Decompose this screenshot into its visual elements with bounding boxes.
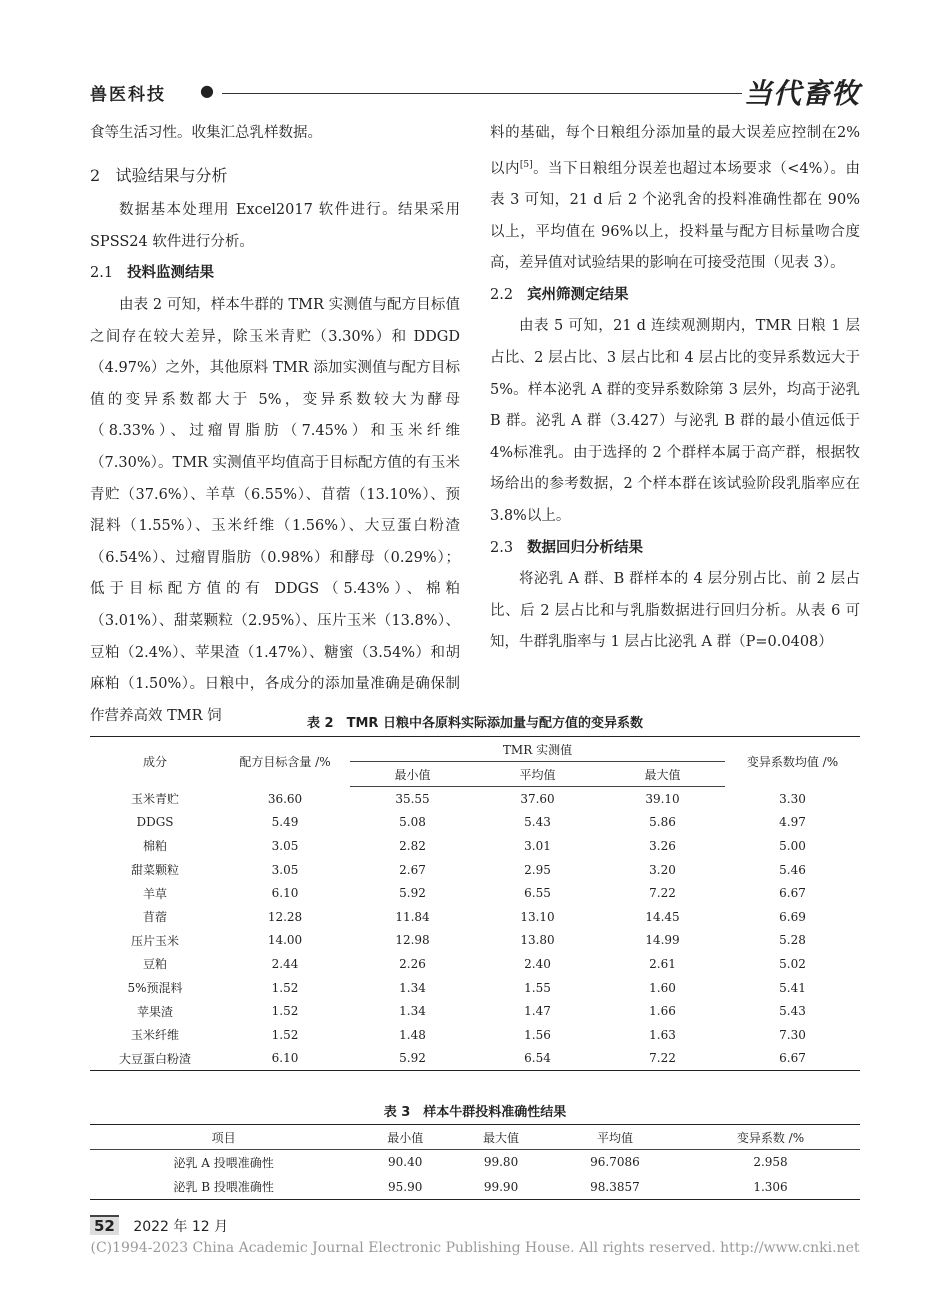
table-cell: 6.69 [779, 909, 806, 924]
table-cell: 6.67 [779, 886, 806, 901]
table-cell: 3.20 [649, 862, 676, 877]
table-cell: 1.34 [399, 980, 426, 995]
table-cell: 1.306 [753, 1179, 788, 1194]
table-cell: 5.41 [779, 980, 806, 995]
table-cell: 5.08 [399, 815, 426, 830]
table-cell: 5.02 [779, 956, 806, 971]
table-cell: 苜蓿 [142, 910, 167, 925]
table-cell: 98.3857 [590, 1179, 640, 1194]
table-cell: 3.05 [271, 838, 299, 853]
table-cell: 泌乳 B 投喂准确性 [173, 1180, 274, 1195]
table-cell: 14.00 [267, 933, 303, 948]
page-footer [90, 1215, 228, 1236]
table-cell: DDGS [136, 815, 174, 830]
table-cell: 5.43 [524, 815, 551, 830]
table-cell: 3.30 [779, 791, 806, 806]
table-cell: 玉米纤维 [130, 1028, 179, 1043]
subsection-title: 宾州筛测定结果 [527, 286, 629, 303]
table-row [90, 1150, 860, 1175]
table-cell: 2.82 [399, 838, 426, 853]
subsection-title: 投料监测结果 [127, 265, 215, 282]
table-cell: 36.60 [267, 791, 303, 806]
subsection-number: 2.2 [490, 286, 514, 303]
table-cell: 5.49 [271, 815, 299, 830]
table-cell: 1.34 [399, 1004, 426, 1019]
table-cell: 7.22 [649, 1051, 676, 1066]
col-header: 平均值 [549, 1125, 681, 1150]
table-cell: 5.46 [779, 862, 806, 877]
table-cell: 96.7086 [590, 1155, 640, 1170]
table-cell: 6.55 [524, 886, 551, 901]
subsection-number: 2.1 [90, 265, 114, 282]
table3-caption: 表 3 样本牛群投料准确性结果 [383, 1105, 567, 1120]
table-row [90, 999, 860, 1023]
table-row [90, 834, 860, 858]
table-cell: 苹果渣 [136, 1004, 173, 1019]
table-cell: 泌乳 A 投喂准确性 [173, 1155, 274, 1170]
table-cell: 5.86 [649, 815, 676, 830]
table-cell: 2.958 [753, 1155, 788, 1170]
table-cell: 1.47 [524, 1004, 551, 1019]
table-cell: 5.92 [399, 1051, 426, 1066]
table-cell: 1.66 [649, 1004, 676, 1019]
section-number: 2 [90, 165, 101, 185]
subsection-title: 数据回归分析结果 [527, 539, 644, 556]
table-cell: 3.26 [649, 838, 676, 853]
table-cell: 12.28 [267, 909, 303, 924]
table-cell: 12.98 [395, 933, 430, 948]
table-row [90, 929, 860, 953]
table-cell: 6.54 [524, 1051, 551, 1066]
table-cell: 大豆蛋白粉渣 [118, 1051, 191, 1066]
table-cell: 3.01 [524, 838, 551, 853]
table-cell: 2.44 [271, 956, 299, 971]
col-header-group: TMR 实测值 [502, 742, 573, 757]
table-cell: 6.67 [779, 1051, 806, 1066]
table-cell: 5.00 [779, 838, 806, 853]
header-rule [222, 93, 742, 94]
table-cell: 豆粕 [142, 957, 167, 972]
table-cell: 99.80 [483, 1155, 519, 1170]
paragraph: 数据基本处理用 Excel2017 软件进行。结果采用 SPSS24 软件进行分析。 [90, 202, 460, 250]
table-cell: 4.97 [779, 815, 806, 830]
table-cell: 5.43 [779, 1004, 806, 1019]
copyright-notice: (C)1994-2023 China Academic Journal Electronic Publishing House. All rights reserved. http://www.cnki.net [90, 1240, 860, 1256]
col-header: 最大值 [453, 1125, 549, 1150]
table-cell: 2.40 [524, 956, 551, 971]
table-cell: 13.80 [520, 933, 555, 948]
journal-logo: 当代畜牧 [743, 77, 860, 110]
table-row [90, 881, 860, 905]
table-cell: 2.26 [399, 956, 426, 971]
paragraph [490, 118, 860, 280]
table-cell: 玉米青贮 [130, 792, 179, 807]
table-cell: 95.90 [388, 1179, 423, 1194]
table-cell: 39.10 [645, 791, 680, 806]
table-cell: 棉粕 [142, 839, 167, 854]
section-heading [90, 160, 460, 192]
table-cell: 35.55 [395, 791, 430, 806]
col-header: 平均值 [475, 762, 600, 787]
paragraph: 食等生活习性。收集汇总乳样数据。 [90, 125, 322, 141]
table-cell: 1.55 [524, 980, 551, 995]
table3 [90, 1124, 860, 1200]
table-cell: 1.52 [271, 1004, 299, 1019]
table-row [90, 1023, 860, 1047]
col-header: 最大值 [600, 762, 725, 787]
table-cell: 14.99 [645, 933, 680, 948]
table-cell: 3.05 [271, 862, 299, 877]
table-row [90, 811, 860, 835]
page-header [90, 78, 860, 108]
left-column [90, 118, 460, 732]
col-header: 最小值 [350, 762, 475, 787]
bullet-icon: ● [200, 81, 214, 100]
table-cell: 1.52 [271, 1027, 299, 1042]
section-title: 试验结果与分析 [115, 165, 228, 185]
table-cell: 90.40 [388, 1155, 423, 1170]
table-cell: 6.10 [271, 886, 299, 901]
table-cell: 11.84 [395, 909, 430, 924]
text-span: 。当下日粮组分误差也超过本场要求（<4%）。由表 3 可知，21 d 后 2 个泌乳舍的投料准确性都在 90%以上，平均值在 96%以上，投料量与配方目标量吻合度高，差异值对试验结果的影响在可接受范围（见表 3）。 [490, 160, 861, 272]
table-row [90, 858, 860, 882]
table2-caption: 表 2 TMR 日粮中各原料实际添加量与配方值的变异系数 [307, 716, 643, 731]
table-cell: 7.30 [779, 1027, 806, 1042]
table-cell: 羊草 [142, 886, 167, 901]
col-header: 配方目标含量 /% [239, 755, 331, 770]
right-column [490, 118, 860, 659]
table-cell: 1.52 [271, 980, 299, 995]
col-header: 变异系数均值 /% [746, 755, 839, 770]
table-row [90, 1175, 860, 1200]
table-cell: 1.48 [399, 1027, 426, 1042]
section-label: 兽医科技 [90, 85, 166, 105]
col-header: 项目 [90, 1125, 357, 1150]
table-cell: 13.10 [520, 909, 555, 924]
table-cell: 6.10 [271, 1051, 299, 1066]
table-cell: 2.61 [649, 956, 676, 971]
table-cell: 压片玉米 [130, 933, 179, 948]
paragraph: 将泌乳 A 群、B 群样本的 4 层分别占比、前 2 层占比、后 2 层占比和与乳脂数据进行回归分析。从表 6 可知，牛群乳脂率与 1 层占比泌乳 A 群（P=0.0408） [490, 571, 860, 651]
paragraph: 由表 5 可知，21 d 连续观测期内，TMR 日粮 1 层占比、2 层占比、3 层占比和 4 层占比的变异系数远大于 5%。样本泌乳 A 群的变异系数除第 3 层外，均高于泌乳 B 群。泌乳 A 群（3.427）与泌乳 B 群的最小值远低于 4%标准乳。由于选择的 2 个群样本属于高产群，根据牧场给出的参考数据，2 个样本群在该试验阶段乳脂率应在 3.8%以上。 [490, 318, 860, 524]
col-header: 变异系数 /% [681, 1125, 860, 1150]
text-span: 料的基础，每个日粮组分添加量的最大误差应控制在2%以内 [490, 125, 860, 177]
col-header: 成分 [142, 755, 167, 770]
table-cell: 1.63 [649, 1027, 676, 1042]
col-header: 最小值 [357, 1125, 453, 1150]
table-row [90, 905, 860, 929]
table2 [90, 736, 860, 1071]
table-row [90, 952, 860, 976]
citation: [5] [519, 159, 533, 170]
issue-date: 2022 年 12 月 [133, 1219, 229, 1235]
table-row [90, 1047, 860, 1071]
table-cell: 37.60 [520, 791, 555, 806]
subsection-heading [490, 280, 860, 312]
paragraph: 由表 2 可知，样本牛群的 TMR 实测值与配方目标值之间存在较大差异，除玉米青贮（3.30%）和 DDGD（4.97%）之外，其他原料 TMR 添加实测值与配方目标值的变异系数都大于 5%，变异系数较大为酵母（8.33%）、过瘤胃脂肪（7.45%）和玉米纤维（7.30%）。TMR 实测值平均值高于目标配方值的有玉米青贮（37.6%）、羊草（6.55%）、苜蓿（13.10%）、预混料（1.55%）、玉米纤维（1.56%）、大豆蛋白粉渣（6.54%）、过瘤胃脂肪（0.98%）和酵母（0.29%）；低于目标配方值的有 DDGS（5.43%）、棉粕（3.01%）、甜菜颗粒（2.95%）、压片玉米（13.8%）、豆粕（2.4%）、苹果渣（1.47%）、糖蜜（3.54%）和胡麻粕（1.50%）。日粮中，各成分的添加量准确是确保制作营养高效 TMR 饲 [90, 296, 460, 724]
table-cell: 5.92 [399, 886, 426, 901]
subsection-number: 2.3 [490, 539, 514, 556]
table-row [90, 976, 860, 1000]
table-cell: 2.95 [524, 862, 551, 877]
subsection-heading [90, 258, 460, 290]
table-cell: 99.90 [483, 1179, 519, 1194]
table-cell: 甜菜颗粒 [130, 863, 179, 878]
table-row [90, 787, 860, 811]
table-cell: 5.28 [779, 933, 806, 948]
page-number: 52 [90, 1215, 119, 1235]
subsection-heading [490, 533, 860, 565]
table-cell: 1.60 [649, 980, 676, 995]
table-cell: 14.45 [645, 909, 680, 924]
table-cell: 5%预混料 [127, 981, 183, 996]
table-cell: 7.22 [649, 886, 676, 901]
table-cell: 2.67 [399, 862, 426, 877]
table-cell: 1.56 [524, 1027, 551, 1042]
